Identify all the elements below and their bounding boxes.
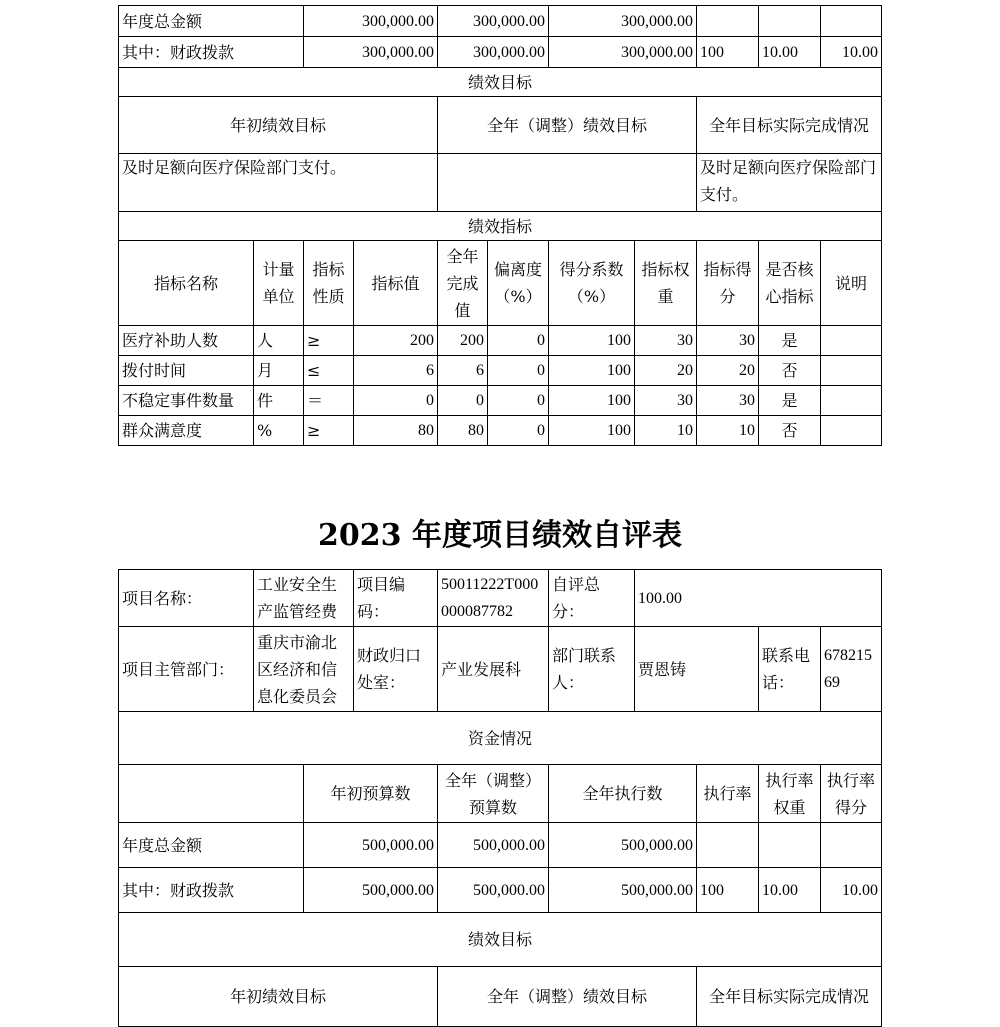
page-title: 2023 年度项目绩效自评表 — [318, 518, 682, 553]
adjusted-budget: 300,000.00 — [438, 37, 549, 68]
indicator-target: 0 — [354, 386, 438, 416]
executed-amount: 300,000.00 — [549, 6, 697, 37]
header-weight: 指标权重 — [635, 241, 697, 326]
goal-header-actual: 全年目标实际完成情况 — [697, 97, 882, 154]
indicator-unit: % — [254, 416, 304, 446]
table-row — [119, 823, 882, 868]
table-row — [119, 627, 882, 712]
rate-score — [821, 823, 882, 868]
indicator-table — [118, 240, 882, 446]
goal-header-adjusted: 全年（调整）绩效目标 — [438, 967, 697, 1027]
funding-header-score: 执行率得分 — [821, 765, 882, 823]
indicator-unit: 人 — [254, 326, 304, 356]
indicator-header-row — [119, 241, 882, 326]
funding-header-executed: 全年执行数 — [549, 765, 697, 823]
indicator-actual: 200 — [438, 326, 488, 356]
rate-score: 10.00 — [821, 37, 882, 68]
indicator-note — [821, 356, 882, 386]
table-2 — [118, 569, 882, 765]
rate-weight: 10.00 — [759, 868, 821, 913]
header-score: 指标得分 — [697, 241, 759, 326]
indicator-deviation: 0 — [488, 326, 549, 356]
indicator-coef: 100 — [549, 326, 635, 356]
table-2-funding — [118, 764, 882, 1027]
execution-rate — [697, 6, 759, 37]
table-row — [119, 416, 882, 446]
section-heading-goals: 绩效目标 — [119, 913, 882, 967]
funding-header-adjusted: 全年（调整）预算数 — [438, 765, 549, 823]
indicator-coef: 100 — [549, 416, 635, 446]
funding-header-rate: 执行率 — [697, 765, 759, 823]
dept-label: 项目主管部门： — [119, 627, 254, 712]
initial-budget: 300,000.00 — [304, 37, 438, 68]
executed-amount: 500,000.00 — [549, 868, 697, 913]
self-score-label: 自评总分： — [549, 570, 635, 627]
indicator-core: 是 — [759, 386, 821, 416]
goal-header-adjusted: 全年（调整）绩效目标 — [438, 97, 697, 154]
table-row — [119, 326, 882, 356]
indicator-unit: 件 — [254, 386, 304, 416]
table-row — [119, 868, 882, 913]
indicator-deviation: 0 — [488, 416, 549, 446]
indicator-note — [821, 326, 882, 356]
executed-amount: 500,000.00 — [549, 823, 697, 868]
table-row — [119, 712, 882, 765]
project-code-label: 项目编码： — [354, 570, 438, 627]
indicator-note — [821, 416, 882, 446]
initial-budget: 300,000.00 — [304, 6, 438, 37]
indicator-core: 是 — [759, 326, 821, 356]
indicator-target: 6 — [354, 356, 438, 386]
phone: 67821569 — [821, 627, 882, 712]
indicator-target: 200 — [354, 326, 438, 356]
goal-header-initial: 年初绩效目标 — [119, 97, 438, 154]
indicator-core: 否 — [759, 356, 821, 386]
section-heading-goals: 绩效目标 — [119, 68, 882, 97]
header-nature: 指标性质 — [304, 241, 354, 326]
goal-header-initial: 年初绩效目标 — [119, 967, 438, 1027]
row-label: 其中：财政拨款 — [119, 868, 304, 913]
indicator-unit: 月 — [254, 356, 304, 386]
indicator-actual: 0 — [438, 386, 488, 416]
header-target: 指标值 — [354, 241, 438, 326]
indicator-nature: ≥ — [304, 416, 354, 446]
indicator-nature: ＝ — [304, 386, 354, 416]
header-coef: 得分系数（%） — [549, 241, 635, 326]
table-row — [119, 37, 882, 68]
header-core: 是否核心指标 — [759, 241, 821, 326]
header-note: 说明 — [821, 241, 882, 326]
table-row — [119, 967, 882, 1027]
header-deviation: 偏离度（%） — [488, 241, 549, 326]
adjusted-budget: 500,000.00 — [438, 823, 549, 868]
funding-header-weight: 执行率权重 — [759, 765, 821, 823]
adjusted-budget: 500,000.00 — [438, 868, 549, 913]
goal-header-actual: 全年目标实际完成情况 — [697, 967, 882, 1027]
indicator-weight: 30 — [635, 386, 697, 416]
indicator-score: 30 — [697, 386, 759, 416]
rate-weight: 10.00 — [759, 37, 821, 68]
project-code: 50011222T000000087782 — [438, 570, 549, 627]
indicator-score: 30 — [697, 326, 759, 356]
table-row — [119, 570, 882, 627]
row-label: 年度总金额 — [119, 6, 304, 37]
header-actual: 全年完成值 — [438, 241, 488, 326]
execution-rate: 100 — [697, 868, 759, 913]
contact-label: 部门联系人： — [549, 627, 635, 712]
contact: 贾恩铸 — [635, 627, 759, 712]
finance-office: 产业发展科 — [438, 627, 549, 712]
funding-header-blank — [119, 765, 304, 823]
indicator-score: 20 — [697, 356, 759, 386]
executed-amount: 300,000.00 — [549, 37, 697, 68]
table-row — [119, 386, 882, 416]
table-row — [119, 97, 882, 154]
indicator-deviation: 0 — [488, 356, 549, 386]
table-1-final — [118, 5, 882, 241]
dept: 重庆市渝北区经济和信息化委员会 — [254, 627, 354, 712]
indicator-actual: 6 — [438, 356, 488, 386]
goal-value-adjusted — [438, 154, 697, 212]
indicator-note — [821, 386, 882, 416]
indicator-nature: ≥ — [304, 326, 354, 356]
rate-score — [821, 6, 882, 37]
indicator-name: 医疗补助人数 — [119, 326, 254, 356]
row-label: 年度总金额 — [119, 823, 304, 868]
indicator-deviation: 0 — [488, 386, 549, 416]
initial-budget: 500,000.00 — [304, 868, 438, 913]
execution-rate: 100 — [697, 37, 759, 68]
self-score: 100.00 — [635, 570, 882, 627]
header-unit: 计量单位 — [254, 241, 304, 326]
funding-header-row — [119, 765, 882, 823]
rate-score: 10.00 — [821, 868, 882, 913]
indicator-name: 群众满意度 — [119, 416, 254, 446]
table-row — [119, 68, 882, 97]
phone-label: 联系电话： — [759, 627, 821, 712]
table-row — [119, 154, 882, 212]
indicator-name: 不稳定事件数量 — [119, 386, 254, 416]
initial-budget: 500,000.00 — [304, 823, 438, 868]
goal-value-actual: 及时足额向医疗保险部门支付。 — [697, 154, 882, 212]
table-row — [119, 212, 882, 241]
header-indicator-name: 指标名称 — [119, 241, 254, 326]
indicator-weight: 10 — [635, 416, 697, 446]
section-heading-indicators: 绩效指标 — [119, 212, 882, 241]
table-row — [119, 356, 882, 386]
funding-header-initial: 年初预算数 — [304, 765, 438, 823]
indicator-name: 拨付时间 — [119, 356, 254, 386]
indicator-weight: 30 — [635, 326, 697, 356]
indicator-score: 10 — [697, 416, 759, 446]
table-row — [119, 913, 882, 967]
rate-weight — [759, 6, 821, 37]
indicator-core: 否 — [759, 416, 821, 446]
rate-weight — [759, 823, 821, 868]
execution-rate — [697, 823, 759, 868]
indicator-target: 80 — [354, 416, 438, 446]
indicator-coef: 100 — [549, 356, 635, 386]
project-name: 工业安全生产监管经费 — [254, 570, 354, 627]
indicator-weight: 20 — [635, 356, 697, 386]
project-name-label: 项目名称： — [119, 570, 254, 627]
indicator-nature: ≤ — [304, 356, 354, 386]
indicator-coef: 100 — [549, 386, 635, 416]
row-label: 其中：财政拨款 — [119, 37, 304, 68]
finance-office-label: 财政归口处室： — [354, 627, 438, 712]
table-row — [119, 6, 882, 37]
section-heading-funding: 资金情况 — [119, 712, 882, 765]
indicator-actual: 80 — [438, 416, 488, 446]
adjusted-budget: 300,000.00 — [438, 6, 549, 37]
goal-value-initial: 及时足额向医疗保险部门支付。 — [119, 154, 438, 212]
